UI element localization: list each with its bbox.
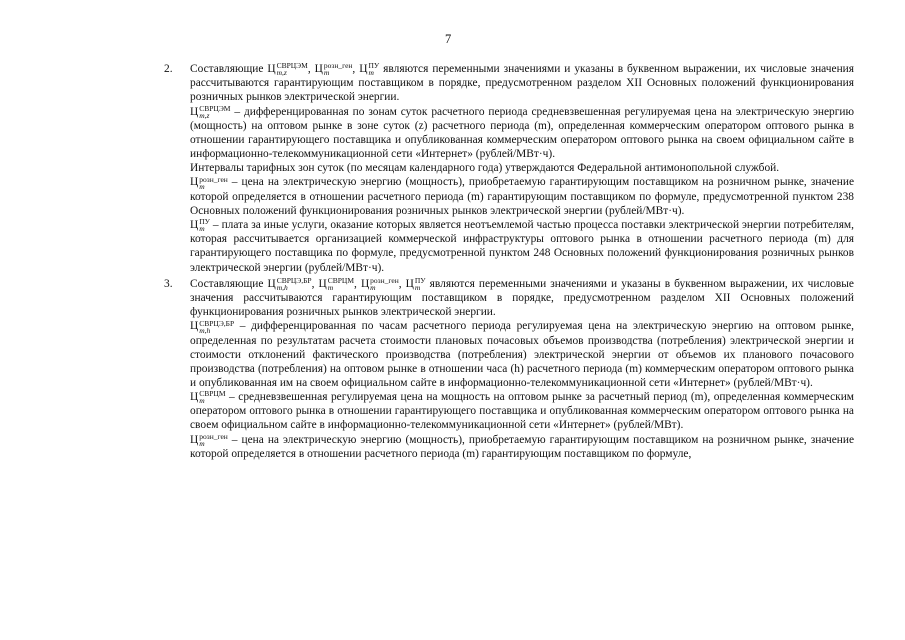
symbol-base: Ц	[190, 218, 199, 231]
symbol-base: Ц	[405, 277, 414, 290]
definition-paragraph: Ц СВРЦЭМ m,z – дифференцированная по зонам суток расчетного периода средневзвешенная регулируемая цена на электрическую энергию (мощность) на оптовом рынке в зоне суток (z) расчетного периода (m), определенная коммерческим оператором оптового рынка в отношении гарантирующего поставщика и опубликованная коммерческим оператором оптового рынка на своем официальном сайте в информационно-телекоммуникационной сети «Интернет» (рублей/МВт·ч).	[190, 103, 854, 161]
symbol-base: Ц	[318, 277, 327, 290]
formula-symbol	[190, 318, 235, 335]
symbol-superscript: СВРЦЭ,БР	[199, 318, 235, 328]
symbol-subscript: m	[368, 68, 374, 78]
item-number: 3.	[164, 277, 173, 290]
formula-symbol	[318, 275, 355, 292]
symbol-base: Ц	[190, 105, 199, 118]
symbol-subscript: m	[370, 282, 376, 292]
symbol-subscript: m	[323, 68, 330, 78]
symbol-superscript: розн_ген	[370, 275, 399, 285]
formula-symbol	[359, 61, 380, 78]
symbol-subscript: m	[414, 282, 421, 292]
symbol-subscript: m,z	[276, 68, 287, 78]
symbol-superscript: СВРЦМ	[327, 275, 355, 285]
definition-paragraph: Ц СВРЦМ m – средневзвешенная регулируемая цена на мощность на оптовом рынке за расчетный период (m), определенная коммерческим оператором оптового рынка в отношении гарантирующего поставщика и опубликованная коммерческим оператором оптового рынка на своем официальном сайте в информационно-телекоммуникационной сети «Интернет» (рублей/МВт).	[190, 389, 854, 432]
formula-symbol	[190, 174, 228, 191]
symbol-indices	[324, 62, 353, 76]
symbol-superscript: розн_ген	[199, 174, 228, 184]
page-number: 7	[445, 32, 452, 46]
symbol-subscript: m	[199, 181, 205, 191]
item-intro-paragraph: Составляющие Ц СВРЦЭ,БР m,h , Ц СВРЦМ m , Ц розн_ген m , Ц ПУ m являются переменными значениями и указаны в буквенном выражении, их числовые значения рассчитываются гарантирующим поставщиком в порядке, предусмотренном разделом XII Основных положений функционирования розничных рынков электрической энергии.	[190, 275, 854, 319]
formula-symbol	[190, 103, 231, 120]
definition-paragraph: Ц розн_ген m – цена на электрическую энергию (мощность), приобретаемую гарантирующим поставщиком на розничном рынке, значение которой определяется в отношении расчетного периода (m) гарантирующим поставщиком по формуле, предусмотренной пунктом 238 Основных положений функционирования розничных рынков электрической энергии (рублей/МВт·ч).	[190, 174, 854, 217]
symbol-base: Ц	[190, 320, 199, 333]
symbol-indices	[199, 218, 210, 232]
symbol-superscript: ПУ	[199, 217, 210, 227]
symbol-indices	[199, 176, 228, 190]
symbol-superscript: СВРЦЭ,БР	[276, 275, 312, 285]
definition-paragraph: Ц ПУ m – плата за иные услуги, оказание которых является неотъемлемой частью процесса поставки электрической энергии потребителям, которая рассчитывается организацией коммерческой инфраструктуры оптового рынка в отношении расчетного периода (m) для гарантирующего поставщика по формуле, предусмотренной пунктом 248 Основных положений функционирования розничных рынков электрической энергии (рублей/МВт·ч).	[190, 217, 854, 274]
symbol-subscript: m	[199, 224, 205, 234]
item-number: 2.	[164, 63, 173, 75]
formula-symbol	[267, 275, 312, 292]
numbered-item	[164, 62, 854, 275]
formula-symbol	[190, 217, 210, 234]
symbol-indices	[328, 277, 354, 291]
symbol-base: Ц	[267, 277, 276, 290]
symbol-superscript: ПУ	[368, 61, 380, 71]
formula-symbol	[267, 61, 308, 78]
symbol-indices	[199, 390, 225, 404]
definition-paragraph: Интервалы тарифных зон суток (по месяцам календарного года) утверждаются Федеральной антимонопольной службой.	[190, 162, 780, 175]
formula-symbol	[190, 431, 228, 448]
item-intro-paragraph: Составляющие Ц СВРЦЭМ m,z , Ц розн_ген m , Ц ПУ m являются переменными значениями и указаны в буквенном выражении, их числовые значения рассчитываются гарантирующим поставщиком в порядке, предусмотренном разделом XII Основных положений функционирования розничных рынков электрической энергии.	[190, 61, 855, 104]
formula-symbol	[360, 275, 399, 292]
symbol-indices	[199, 320, 234, 334]
symbol-subscript: m	[199, 438, 205, 448]
symbol-base: Ц	[314, 63, 323, 75]
symbol-subscript: m,h	[199, 325, 211, 335]
symbol-superscript: розн_ген	[323, 61, 353, 71]
numbered-item	[164, 277, 854, 461]
symbol-indices	[199, 105, 230, 119]
document-body	[164, 62, 854, 461]
symbol-indices	[415, 277, 426, 291]
symbol-subscript: m	[199, 396, 205, 406]
formula-symbol	[314, 61, 353, 78]
symbol-base: Ц	[359, 63, 368, 75]
symbol-superscript: СВРЦЭМ	[199, 103, 231, 113]
symbol-base: Ц	[267, 63, 276, 75]
symbol-subscript: m	[327, 282, 334, 292]
symbol-superscript: ПУ	[414, 275, 426, 285]
symbol-superscript: розн_ген	[199, 431, 228, 441]
symbol-base: Ц	[190, 390, 199, 403]
symbol-base: Ц	[190, 433, 199, 446]
definition-paragraph: Ц СВРЦЭ,БР m,h – дифференцированная по часам расчетного периода регулируемая цена на электрическую энергию на оптовом рынке, определенная по результатам расчета стоимости плановых почасовых объемов производства (потребления) электрической энергии и стоимости отклонений фактического производства (потребления) электрической энергии от объемов их планового почасового производства (потребления) на оптовом рынке в отношении часа (h) расчетного периода (m) коммерческим оператором оптового рынка и опубликованная им на своем официальном сайте в информационно-телекоммуникационной сети «Интернет» (рублей/МВт·ч).	[190, 318, 854, 389]
symbol-indices	[277, 277, 312, 291]
symbol-base: Ц	[360, 277, 370, 290]
symbol-indices	[368, 62, 379, 76]
symbol-indices	[199, 433, 228, 447]
symbol-superscript: СВРЦМ	[199, 389, 226, 399]
symbol-subscript: m,h	[276, 282, 288, 292]
definition-paragraph: Ц розн_ген m – цена на электрическую энергию (мощность), приобретаемую гарантирующим поставщиком на розничном рынке, значение которой определяется в отношении расчетного периода (m) гарантирующим поставщиком по формуле,	[190, 431, 854, 460]
symbol-indices	[370, 277, 399, 291]
symbol-subscript: m,z	[199, 110, 210, 120]
formula-symbol	[405, 275, 426, 292]
formula-symbol	[190, 389, 226, 406]
symbol-superscript: СВРЦЭМ	[276, 61, 308, 71]
symbol-indices	[277, 62, 308, 76]
symbol-base: Ц	[190, 176, 199, 189]
